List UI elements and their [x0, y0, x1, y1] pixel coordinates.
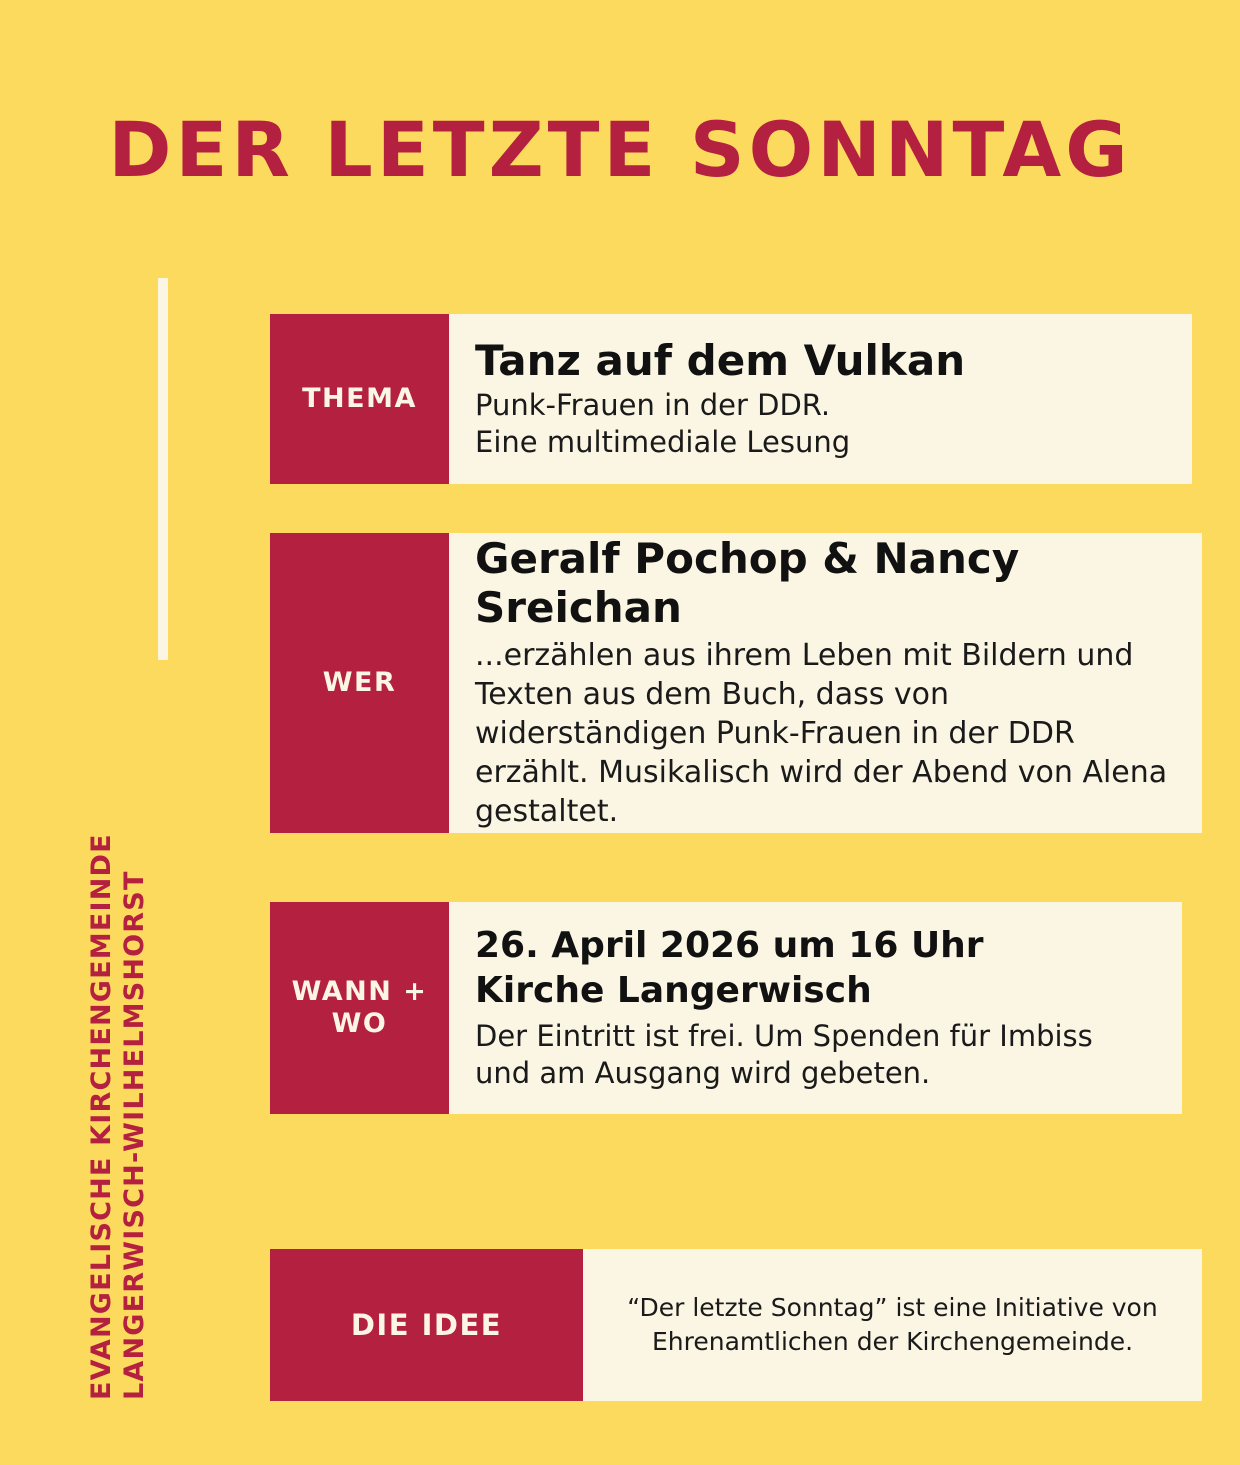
organization-line-1: EVANGELISCHE KIRCHENGEMEINDE — [86, 833, 117, 1400]
row-content-die-idee — [583, 1249, 1202, 1401]
wer-headline: Geralf Pochop & Nancy Sreichan — [475, 534, 1020, 632]
thema-headline: Tanz auf dem Vulkan — [475, 335, 966, 385]
vertical-accent-bar — [158, 278, 168, 660]
row-label-wann-wo: WANN + WO — [270, 902, 449, 1114]
wer-body: ...erzählen aus ihrem Leben mit Bildern und Texten aus dem Buch, dass von widerständigen Punk-Frauen in der DDR erzählt. Musikalisch wird der Abend von Alena gestaltet. — [475, 637, 1168, 829]
info-row-wer — [270, 533, 1202, 833]
organization-line-2: LANGERWISCH-WILHELMSHORST — [118, 870, 150, 1400]
info-row-die-idee — [270, 1249, 1202, 1401]
wann-wo-location: Kirche Langerwisch — [475, 969, 872, 1011]
thema-body-line-1: Punk-Frauen in der DDR. — [475, 388, 831, 423]
info-row-wann-wo — [270, 902, 1182, 1114]
info-row-thema — [270, 314, 1192, 484]
row-label-thema: THEMA — [270, 314, 449, 484]
row-content-wann-wo — [449, 902, 1182, 1114]
organization-name — [86, 700, 152, 1400]
row-label-die-idee: DIE IDEE — [270, 1249, 583, 1401]
thema-body-line-2: Eine multimediale Lesung — [475, 425, 851, 460]
die-idee-body: “Der letzte Sonntag” ist eine Initiative von Ehrenamtlichen der Kirchengemeinde. — [627, 1293, 1158, 1356]
wann-wo-body: Der Eintritt ist frei. Um Spenden für Imbiss und am Ausgang wird gebeten. — [475, 1019, 1093, 1091]
row-content-thema — [449, 314, 1192, 484]
row-content-wer — [449, 533, 1202, 833]
row-label-wer: WER — [270, 533, 449, 833]
wann-wo-date: 26. April 2026 um 16 Uhr — [475, 924, 984, 966]
page-title: DER LETZTE SONNTAG — [108, 105, 1132, 194]
